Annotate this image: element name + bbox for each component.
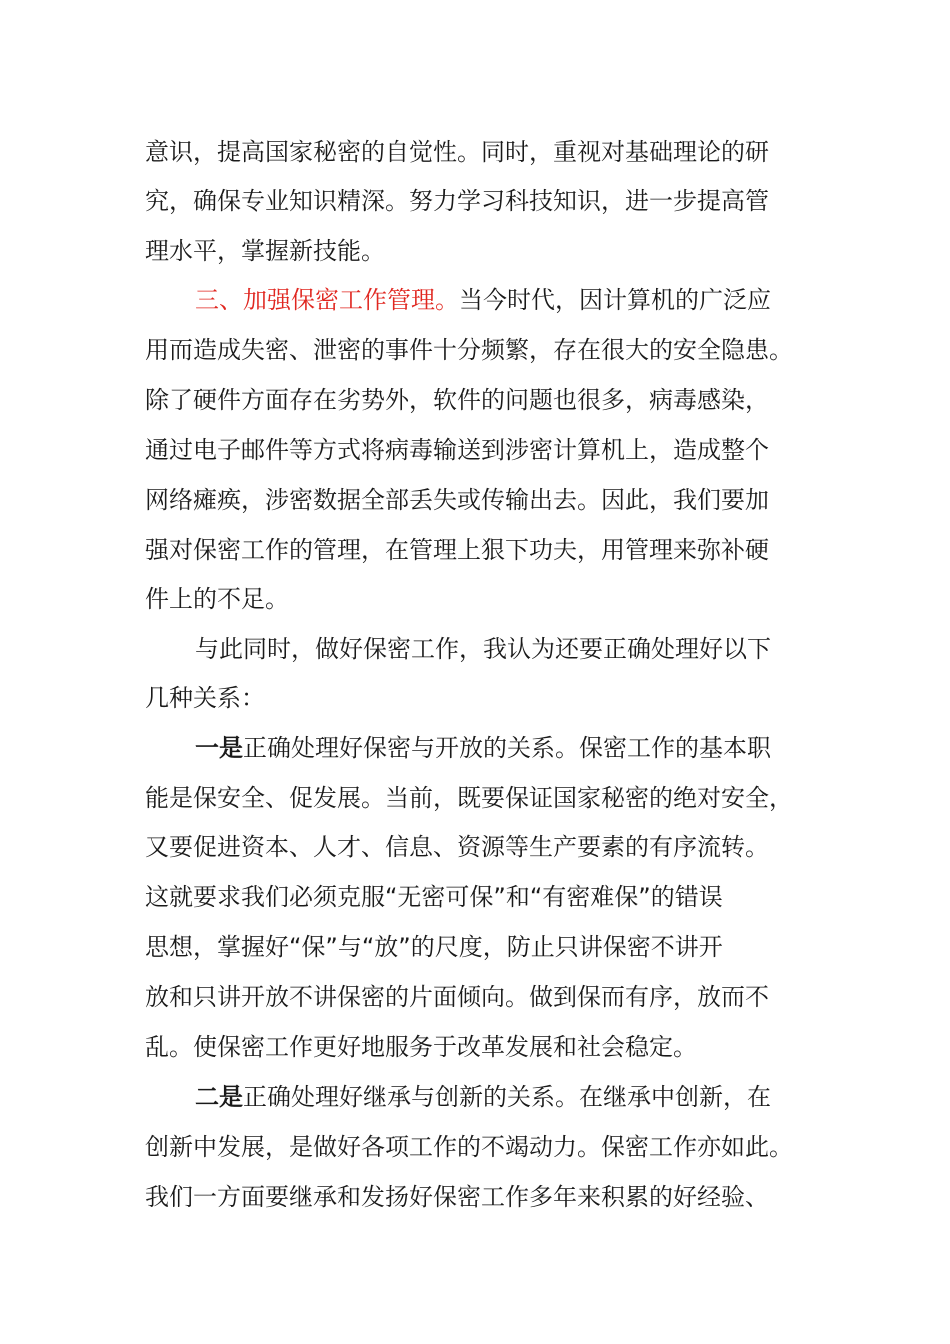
- paragraph-4-first-line: [195, 733, 875, 763]
- paragraph-2-first-line-text: 当今时代，因计算机的广泛应: [459, 286, 771, 314]
- paragraph-4-line-6: 放和只讲开放不讲保密的片面倾向。做到保而有序，放而不: [145, 983, 769, 1011]
- paragraph-4-line-3: 又要促进资本、人才、信息、资源等生产要素的有序流转。: [145, 833, 769, 861]
- paragraph-2-first-line: [195, 285, 875, 315]
- paragraph-2-line-5: 网络瘫痪，涉密数据全部丢失或传输出去。因此，我们要加: [145, 486, 769, 514]
- paragraph-5-line-2: 创新中发展，是做好各项工作的不竭动力。保密工作亦如此。: [145, 1133, 793, 1161]
- paragraph-5-first-line: [195, 1082, 875, 1112]
- paragraph-2-line-3: 除了硬件方面存在劣势外，软件的问题也很多，病毒感染，: [145, 386, 769, 414]
- paragraph-4-line-4: 这就要求我们必须克服“无密可保”和“有密难保”的错误: [145, 883, 723, 911]
- paragraph-4-line-7: 乱。使保密工作更好地服务于改革发展和社会稳定。: [145, 1033, 697, 1061]
- paragraph-3-line-2: 几种关系：: [145, 684, 265, 712]
- paragraph-2-line-7: 件上的不足。: [145, 585, 289, 613]
- paragraph-1-line-3: 理水平，掌握新技能。: [145, 237, 385, 265]
- paragraph-1-line-2: 究，确保专业知识精深。努力学习科技知识，进一步提高管: [145, 187, 769, 215]
- paragraph-4-first-line-text: 正确处理好保密与开放的关系。保密工作的基本职: [243, 734, 771, 762]
- paragraph-2-line-6: 强对保密工作的管理，在管理上狠下功夫，用管理来弥补硬: [145, 536, 769, 564]
- paragraph-5-first-line-text: 正确处理好继承与创新的关系。在继承中创新，在: [243, 1083, 771, 1111]
- section-heading: 三、加强保密工作管理。: [195, 286, 459, 314]
- paragraph-3-line-1: 与此同时，做好保密工作，我认为还要正确处理好以下: [195, 635, 771, 663]
- paragraph-4-line-5: 思想，掌握好“保”与“放”的尺度，防止只讲保密不讲开: [145, 933, 723, 961]
- point-two-lead: 二是: [195, 1083, 243, 1111]
- paragraph-5-line-3: 我们一方面要继承和发扬好保密工作多年来积累的好经验、: [145, 1183, 769, 1211]
- paragraph-2-line-4: 通过电子邮件等方式将病毒输送到涉密计算机上，造成整个: [145, 436, 769, 464]
- point-one-lead: 一是: [195, 734, 243, 762]
- paragraph-4-line-2: 能是保安全、促发展。当前，既要保证国家秘密的绝对安全，: [145, 784, 793, 812]
- paragraph-2-line-2: 用而造成失密、泄密的事件十分频繁，存在很大的安全隐患。: [145, 336, 793, 364]
- paragraph-1-line-1: 意识，提高国家秘密的自觉性。同时，重视对基础理论的研: [145, 138, 769, 166]
